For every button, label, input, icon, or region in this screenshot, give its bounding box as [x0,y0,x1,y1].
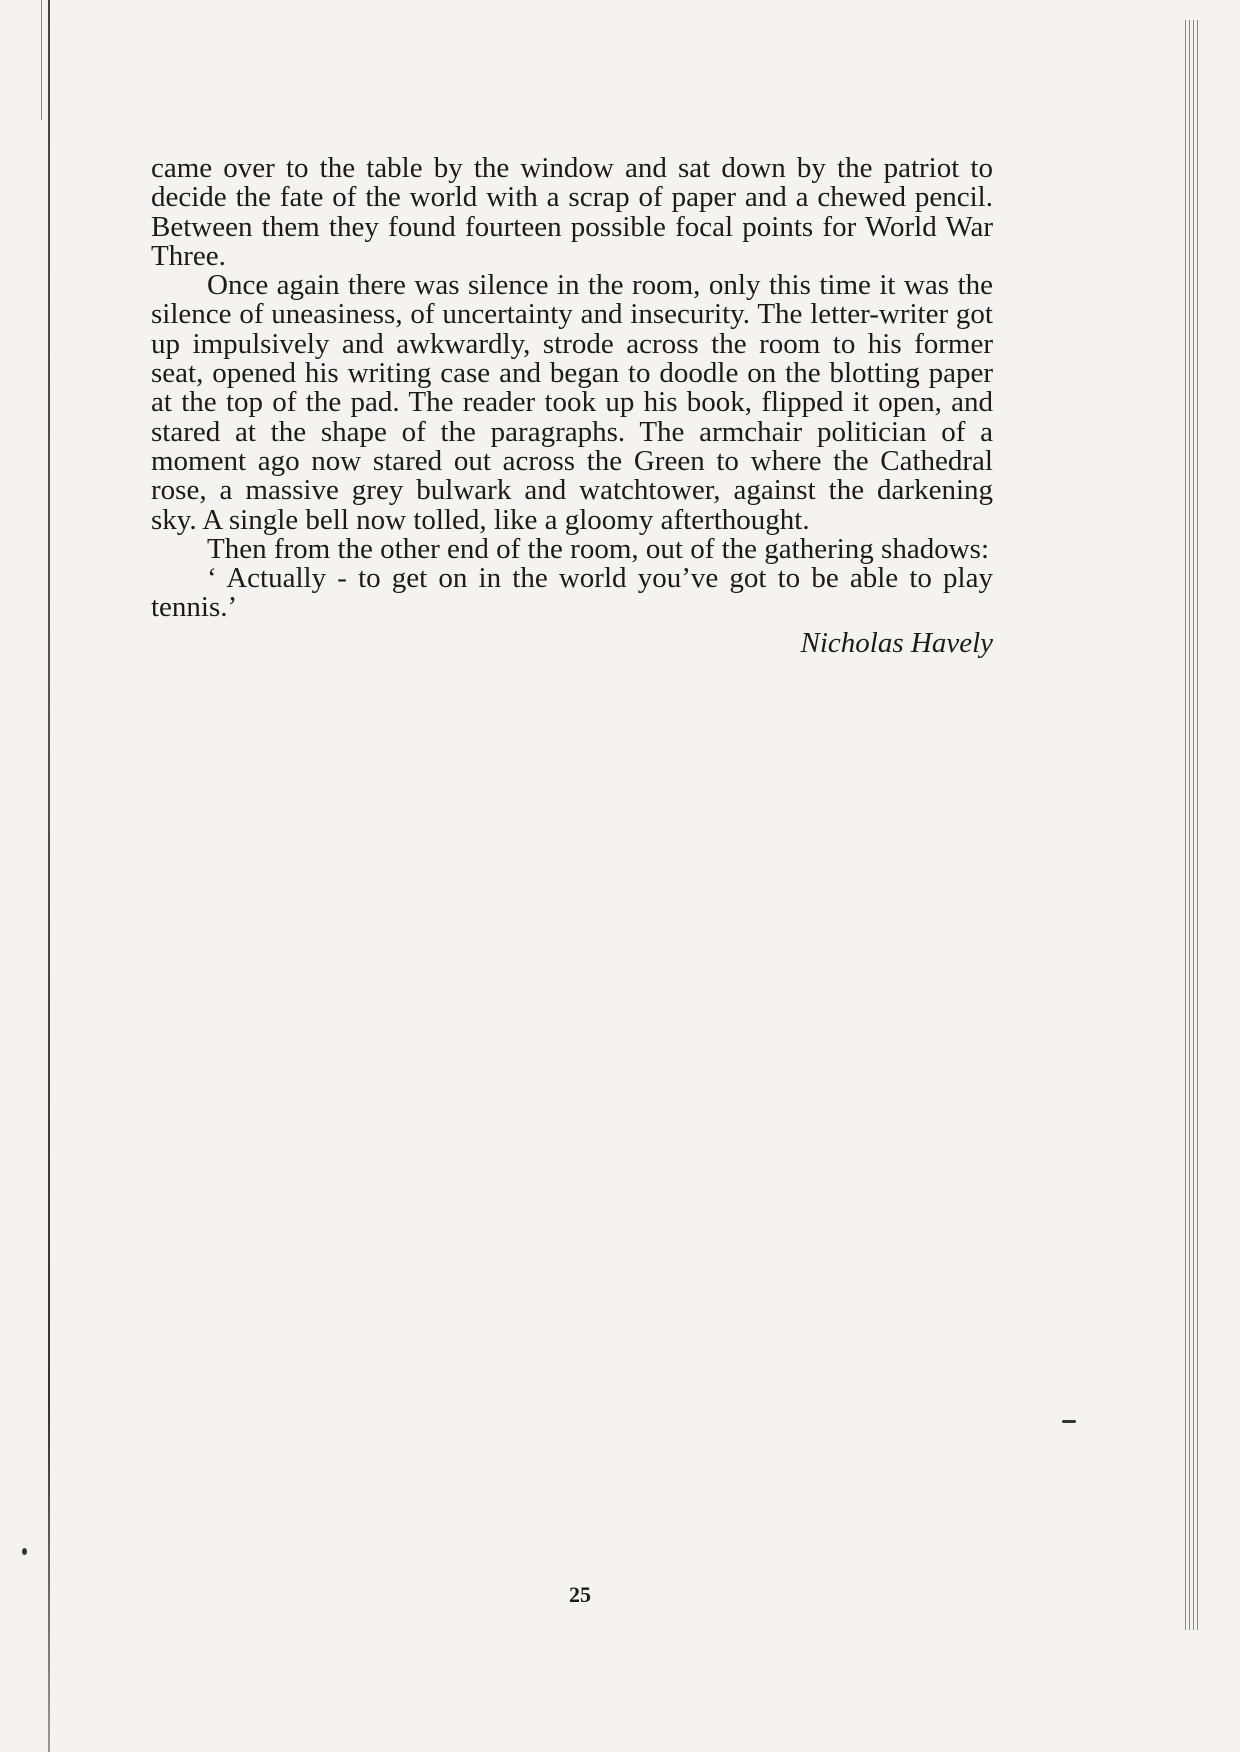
scan-speck [1062,1420,1076,1423]
article-text [151,154,993,658]
author-signature: Nicholas Havely [800,626,993,659]
page-number: 25 [569,1582,591,1607]
paragraph-2: Once again there was silence in the room, only this time it was the silence of uneasiness, of uncertainty and insecurity. The letter-writer got up impulsively and awkwardly, strode across the room to his former seat, opened his writing case and began to doodle on the blotting paper at the top of the pad. The reader took up his book, flipped it open, and stared at the shape of the paragraphs. The armchair politician of a moment ago now stared out across the Green to where the Cathedral rose, a massive grey bulwark and watchtower, against the darkening sky. A single bell now tolled, like a gloomy afterthought. [151,269,993,536]
paragraph-3: Then from the other end of the room, out of the gathering shadows: [207,532,989,565]
paragraph-4: ‘ Actually - to get on in the world you’ve got to be able to play tennis.’ [151,562,993,624]
scan-edge-left-thin [41,0,42,120]
scan-edge-left [48,0,50,1752]
paragraph-1: came over to the table by the window and sat down by the patriot to decide the fate of the world with a scrap of paper and a chewed pencil. Between them they found fourteen possible focal points for World War Three. [151,152,993,272]
scan-speck [22,1548,27,1555]
scan-edge-right [1185,20,1199,1630]
